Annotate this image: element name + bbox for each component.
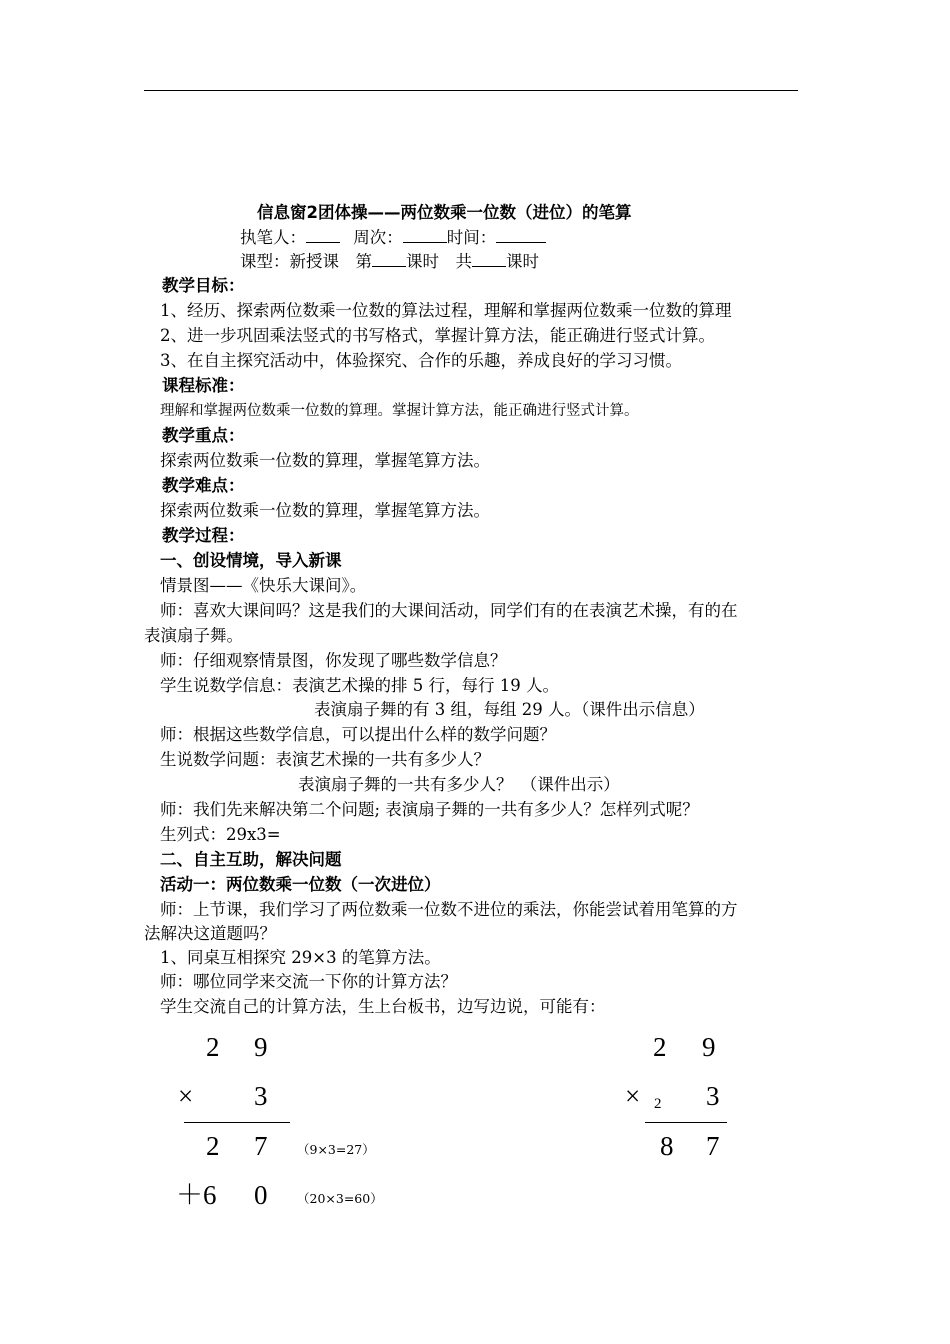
part1-line: 学生说数学信息：表演艺术操的排 5 行，每行 19 人。 <box>160 676 559 695</box>
partial-note: （9×3=27） <box>297 1142 375 1157</box>
type-label: 课型：新授课 第 <box>240 252 372 271</box>
part2-heading: 二、自主互助，解决问题 <box>160 850 342 869</box>
part1-line: 表演扇子舞的有 3 组，每组 29 人。（课件出示信息） <box>314 700 705 719</box>
calc-digit: 3 <box>706 1081 720 1111</box>
author-blank <box>306 228 340 243</box>
meta-line-2 <box>240 252 539 272</box>
period-label: 周次： <box>353 228 403 247</box>
part2-line: 师：上节课，我们学习了两位数乘一位数不进位的乘法，你能尝试着用笔算的方 <box>160 900 738 919</box>
part2-line: 法解决这道题吗？ <box>144 924 276 943</box>
period-blank <box>403 228 447 243</box>
part2-line: 1、同桌互相探究 29×3 的笔算方法。 <box>160 948 441 967</box>
objective-2: 2、进一步巩固乘法竖式的书写格式，掌握计算方法，能正确进行竖式计算。 <box>160 326 715 345</box>
calc-digit: 9 <box>702 1032 716 1062</box>
part1-line: 生说数学问题：表演艺术操的一共有多少人？ <box>160 750 490 769</box>
calc-digit: 9 <box>254 1032 268 1062</box>
time-blank <box>496 228 546 243</box>
meta-line-1 <box>240 228 546 248</box>
objective-1: 1、经历、探索两位数乘一位数的算法过程，理解和掌握两位数乘一位数的算理 <box>160 301 732 320</box>
activity-heading: 活动一：两位数乘一位数（一次进位） <box>160 875 441 894</box>
keypoint-text: 探索两位数乘一位数的算理，掌握笔算方法。 <box>160 451 490 470</box>
calc-digit: 2 <box>653 1032 667 1062</box>
part1-line: 生列式：29x3= <box>160 825 281 844</box>
part1-line: 师：喜欢大课间吗？这是我们的大课间活动，同学们有的在表演艺术操，有的在 <box>160 601 738 620</box>
lesson-blank <box>372 252 406 267</box>
times-sign: × <box>625 1081 641 1111</box>
standard-heading: 课程标准： <box>162 376 245 395</box>
author-label: 执笔人： <box>240 228 306 247</box>
part2-line: 师：哪位同学来交流一下你的计算方法？ <box>160 972 457 991</box>
process-heading: 教学过程： <box>162 526 245 545</box>
objectives-heading: 教学目标： <box>162 276 245 295</box>
calc-digit: 2 <box>206 1032 220 1062</box>
calc-digit: 3 <box>254 1081 268 1111</box>
part1-line: 情景图——《快乐大课间》。 <box>160 576 367 595</box>
calc-digit: 7 <box>706 1131 720 1161</box>
carry-digit: 2 <box>654 1096 662 1112</box>
part1-line: 表演扇子舞。 <box>144 626 243 645</box>
keypoint-heading: 教学重点： <box>162 426 245 445</box>
difficulty-heading: 教学难点： <box>162 476 245 495</box>
part1-line: 师：仔细观察情景图，你发现了哪些数学信息？ <box>160 651 507 670</box>
part1-line: 师：我们先来解决第二个问题; 表演扇子舞的一共有多少人？怎样列式呢？ <box>160 800 699 819</box>
doc-title: 信息窗2团体操——两位数乘一位数（进位）的笔算 <box>257 203 632 222</box>
header-rule <box>144 90 798 91</box>
calc-digit: 7 <box>254 1131 268 1161</box>
calc-rule <box>645 1122 727 1123</box>
calc-rule <box>184 1122 290 1123</box>
calc-digit: 0 <box>254 1180 268 1210</box>
total-label: 课时 共 <box>406 252 472 271</box>
calc-digit: ＋6 <box>176 1180 217 1210</box>
calc-digit: 2 <box>206 1131 220 1161</box>
part1-heading: 一、创设情境，导入新课 <box>160 551 342 570</box>
times-sign: × <box>178 1081 194 1111</box>
part1-line: 师：根据这些数学信息，可以提出什么样的数学问题？ <box>160 725 556 744</box>
part2-line: 学生交流自己的计算方法，生上台板书，边写边说，可能有： <box>160 997 606 1016</box>
difficulty-text: 探索两位数乘一位数的算理，掌握笔算方法。 <box>160 501 490 520</box>
objective-3: 3、在自主探究活动中，体验探究、合作的乐趣，养成良好的学习习惯。 <box>160 351 682 370</box>
total-blank <box>472 252 506 267</box>
partial-note: （20×3=60） <box>297 1191 383 1206</box>
part1-line: 表演扇子舞的一共有多少人？ （课件出示） <box>298 775 620 794</box>
unit-label: 课时 <box>506 252 539 271</box>
calc-digit: 8 <box>660 1131 674 1161</box>
standard-text: 理解和掌握两位数乘一位数的算理。掌握计算方法，能正确进行竖式计算。 <box>160 403 639 419</box>
time-label: 时间： <box>446 228 497 247</box>
